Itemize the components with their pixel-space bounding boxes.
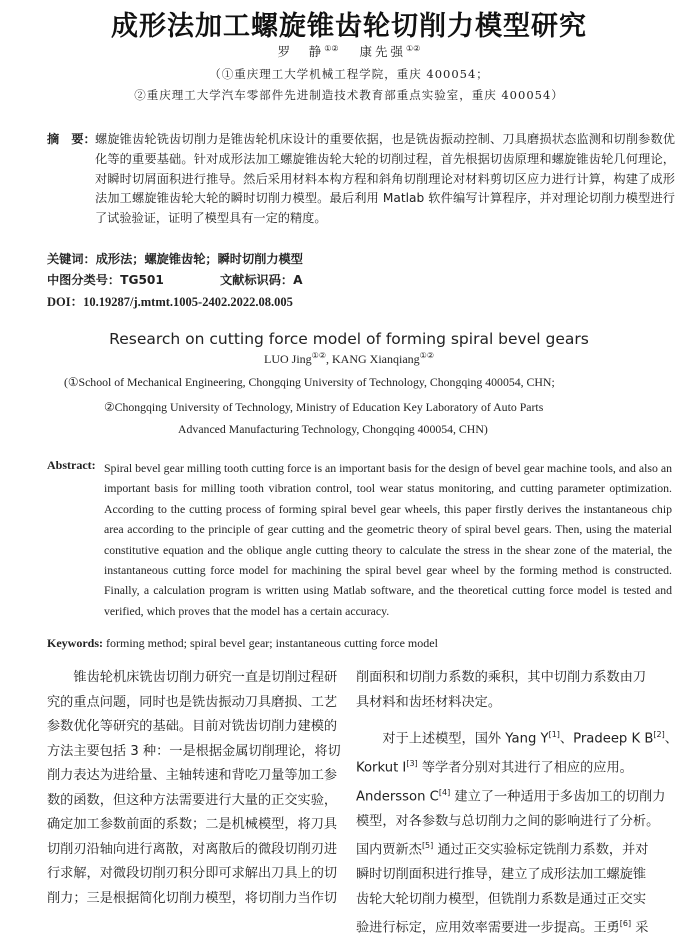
abstract-en-label: Abstract: [47,458,96,472]
document-code-label: 文献标识码： [220,273,294,287]
document-code-value: A [293,273,303,287]
citation-ref[interactable]: [3] [406,758,418,768]
body-text: 、 [664,731,678,747]
keywords-en-text: forming method; spiral bevel gear; instantaneous cutting force model [103,636,438,650]
body-column-left [47,666,341,911]
body-left-line: 数的函数，但这种方法需要进行大量的正交实验， [47,792,338,808]
body-text: 采 [631,920,649,936]
body-text: 通过正交实验标定铣削力系数，并对 [433,842,649,858]
citation-ref[interactable]: [4] [438,787,451,797]
body-left-line: 方法主要包括 3 种：一是根据金属切削理论，将切 [47,743,341,759]
body-right-line [356,912,674,941]
citation-ref[interactable]: [2] [653,730,665,739]
body-left-line: 参数优化等研究的基础。目前对铣齿切削力建模的 [47,719,338,734]
affiliation-zh-1: （①重庆理工大学机械工程学院，重庆 400054； [209,67,489,81]
body-right-line: 削面积和切削力系数的乘积，其中切削力系数由刀 [356,670,647,685]
citation-ref[interactable]: [5] [421,841,434,851]
author-2-en: KANG Xianqiang [332,352,420,366]
doi: DOI：10.19287/j.mtmt.1005-2402.2022.08.005 [47,295,293,309]
clc-number [47,271,164,288]
author-1-en: LUO Jing [263,352,312,366]
body-text: Andersson C [356,789,439,805]
author-2-zh-affil: ①② [405,43,421,53]
author-2-zh: 康先强 [359,44,406,59]
body-text: 对于上述模型，国外 Yang Y [382,731,549,747]
body-right-line [356,752,674,781]
body-left-line: 切削刃沿轴向进行离散，对离散后的微段切削刃进 [47,841,338,857]
body-left-line: 削力表达为进给量、主轴转速和背吃刀量等加工参 [47,768,338,783]
body-text: 建立了一种适用于多齿加工的切削力 [450,789,666,805]
body-left-line: 确定加工参数前面的系数；二是机械模型，将刀具 [47,817,338,832]
body-text: 验进行标定，应用效率需要进一步提高。王勇 [356,920,620,936]
body-column-right [356,666,678,941]
paper-title-zh: 成形法加工螺旋锥齿轮切削力模型研究 [111,11,587,42]
body-right-line [356,834,674,863]
body-text: 等学者分别对其进行了相应的应用。 [417,760,633,776]
author-2-en-affil: ①② [419,351,434,360]
body-left-line: 究的重点问题，同时也是铣齿振动刀具磨损、工艺 [47,694,338,710]
author-separator: , [326,352,332,366]
clc-label: 中图分类号： [47,273,121,287]
body-right-line: 瞬时切削面积进行推导，建立了成形法加工螺旋锥 [356,867,647,883]
keywords-en-label: Keywords: [47,636,103,650]
author-1-en-affil: ①② [311,351,326,360]
body-text: 、Pradeep K B [559,731,654,747]
abstract-en-text: Spiral bevel gear milling tooth cutting force is an important basis for the design of bevel gear machine tools, and also an important basis for milling tooth vibration control, tool wear status monitoring, and cutting parameter optimization. According to the cutting process of forming spiral bevel gear wheels, this paper firstly derives the instantaneous chip area according to the principle of gear cutting and the geometric theory of spiral bevel gears. Then, using the material constitutive equation and the oblique angle cutting theory to calculate the stress in the shear zone of the material, the instantaneous cutting force model for machining the spiral bevel gear wheel by the forming method is constructed. Finally, a calculation program is written using Matlab software, and the theoretical cutting force model is tested and verified, which proves that the model has a certain accuracy. [104,461,672,618]
affiliation-en-2: ②Chongqing University of Technology, Ministry of Education Key Laboratory of Auto Parts [104,400,544,414]
body-left-line: 行求解，对微段切削刃积分即可求解出刀具上的切 [47,866,338,881]
body-right-line [356,781,674,810]
clc-value: TG501 [120,273,164,287]
citation-ref[interactable]: [6] [619,919,632,929]
authors-zh [0,42,698,60]
paper-title-en: Research on cutting force model of forming spiral bevel gears [109,330,589,348]
affiliation-en-1: (①School of Mechanical Engineering, Chongqing University of Technology, Chongqing 400054, CHN; [64,375,555,389]
body-right-line: 模型，对各参数与总切削力之间的影响进行了分析。 [356,813,660,829]
authors-en [0,351,698,367]
body-right-line: 齿轮大轮切削力模型，但铣削力系数是通过正交实 [356,891,647,907]
affiliation-zh-2: ②重庆理工大学汽车零部件先进制造技术教育部重点实验室，重庆 400054） [134,88,564,102]
body-right-line: 具材料和齿坯材料决定。 [356,694,502,710]
body-text: 国内贾新杰 [356,842,422,858]
affiliation-en-3: Advanced Manufacturing Technology, Chongqing 400054, CHN) [178,422,488,436]
keywords-zh: 关键词：成形法；螺旋锥齿轮；瞬时切削力模型 [47,252,303,266]
abstract-zh-label: 摘 要： [47,132,96,146]
author-1-zh-affil: ①② [324,43,339,53]
keywords-en [47,636,438,651]
abstract-zh-text: 螺旋锥齿轮铣齿切削力是锥齿轮机床设计的重要依据，也是铣齿振动控制、刀具磨损状态监测和切削参数优化等的重要基础。针对成形法加工螺旋锥齿轮大轮的切削过程，首先根据切齿原理和螺旋锥齿轮几何理论，对瞬时切屑面积进行推导。然后采用材料本构方程和斜角切削理论对材料剪切区应力进行计算，构建了成形法加工螺旋锥齿轮大轮的瞬时切削力模型。最后利用 Matlab 软件编写计算程序，并对理论切削力模型进行了试验验证，证明了模型具有一定的精度。 [95,132,675,226]
body-right-line [356,723,678,752]
author-1-zh: 罗 静 [277,44,325,59]
document-code [220,271,303,288]
body-left-line: 削力；三是根据简化切削力模型，将切削力当作切 [47,890,338,906]
citation-ref[interactable]: [1] [548,730,560,739]
body-text: Korkut I [356,760,407,776]
body-left-line: 锥齿轮机床铣齿切削力研究一直是切削过程研 [73,670,338,685]
